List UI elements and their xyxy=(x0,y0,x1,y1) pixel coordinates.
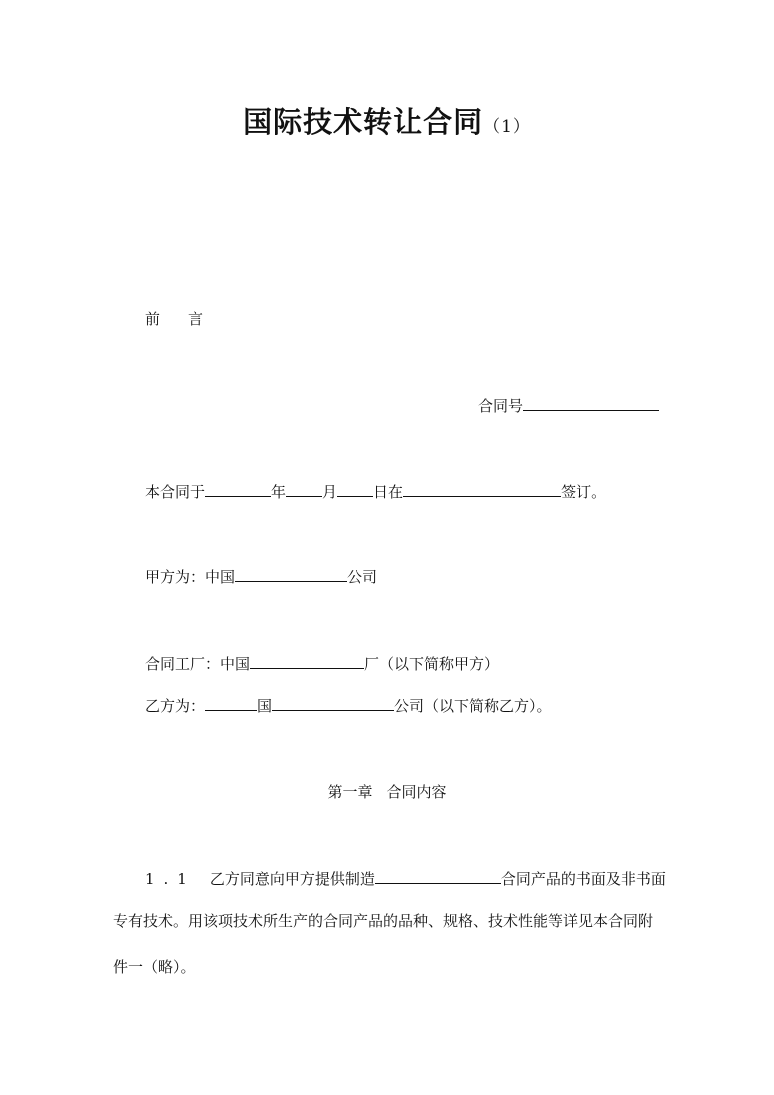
signing-text-4: 日在 xyxy=(373,483,404,501)
day-blank xyxy=(337,482,373,497)
clause-number: 1.1 xyxy=(145,870,196,888)
place-blank xyxy=(403,482,561,497)
contract-number-label: 合同号 xyxy=(478,397,524,415)
month-blank xyxy=(286,482,322,497)
chapter-name: 合同内容 xyxy=(386,783,447,801)
signing-text-5: 签订。 xyxy=(561,483,607,501)
party-a-suffix: 公司 xyxy=(347,568,378,586)
signing-text-3: 月 xyxy=(322,483,338,501)
factory-blank xyxy=(250,654,364,669)
chapter-heading xyxy=(0,782,774,802)
party-b-country-text: 国 xyxy=(257,697,273,715)
signing-text-1: 本合同于 xyxy=(145,483,206,501)
signing-text-2: 年 xyxy=(271,483,287,501)
factory-line xyxy=(145,654,499,674)
clause-text-2: 合同产品的书面及非书面 xyxy=(500,870,666,888)
preface-heading: 前言 xyxy=(145,310,232,328)
party-a-blank xyxy=(235,567,347,582)
document-title xyxy=(0,100,774,141)
party-b-country-blank xyxy=(205,696,257,711)
chapter-number: 第一章 xyxy=(327,783,373,801)
factory-suffix: 厂（以下简称甲方） xyxy=(364,655,500,673)
party-b-line xyxy=(145,696,552,716)
party-a-label: 甲方为：中国 xyxy=(145,568,236,586)
contract-number-line xyxy=(478,396,659,416)
party-b-suffix: 公司（以下简称乙方）。 xyxy=(394,697,552,715)
factory-label: 合同工厂：中国 xyxy=(145,655,251,673)
clause-1-1-line-2: 专有技术。用该项技术所生产的合同产品的品种、规格、技术性能等详见本合同附 xyxy=(113,912,654,930)
title-text: 国际技术转让合同 xyxy=(243,105,484,139)
product-blank xyxy=(375,869,501,884)
party-b-company-blank xyxy=(272,696,394,711)
signing-date-line xyxy=(145,482,606,502)
party-a-line xyxy=(145,567,377,587)
clause-1-1-line-1 xyxy=(145,869,666,889)
clause-1-1-line-3: 件一（略）。 xyxy=(113,958,196,976)
year-blank xyxy=(205,482,271,497)
clause-text-1: 乙方同意向甲方提供制造 xyxy=(209,870,375,888)
party-b-label: 乙方为： xyxy=(145,697,206,715)
title-suffix: （1） xyxy=(483,117,531,137)
contract-number-blank xyxy=(523,396,659,411)
